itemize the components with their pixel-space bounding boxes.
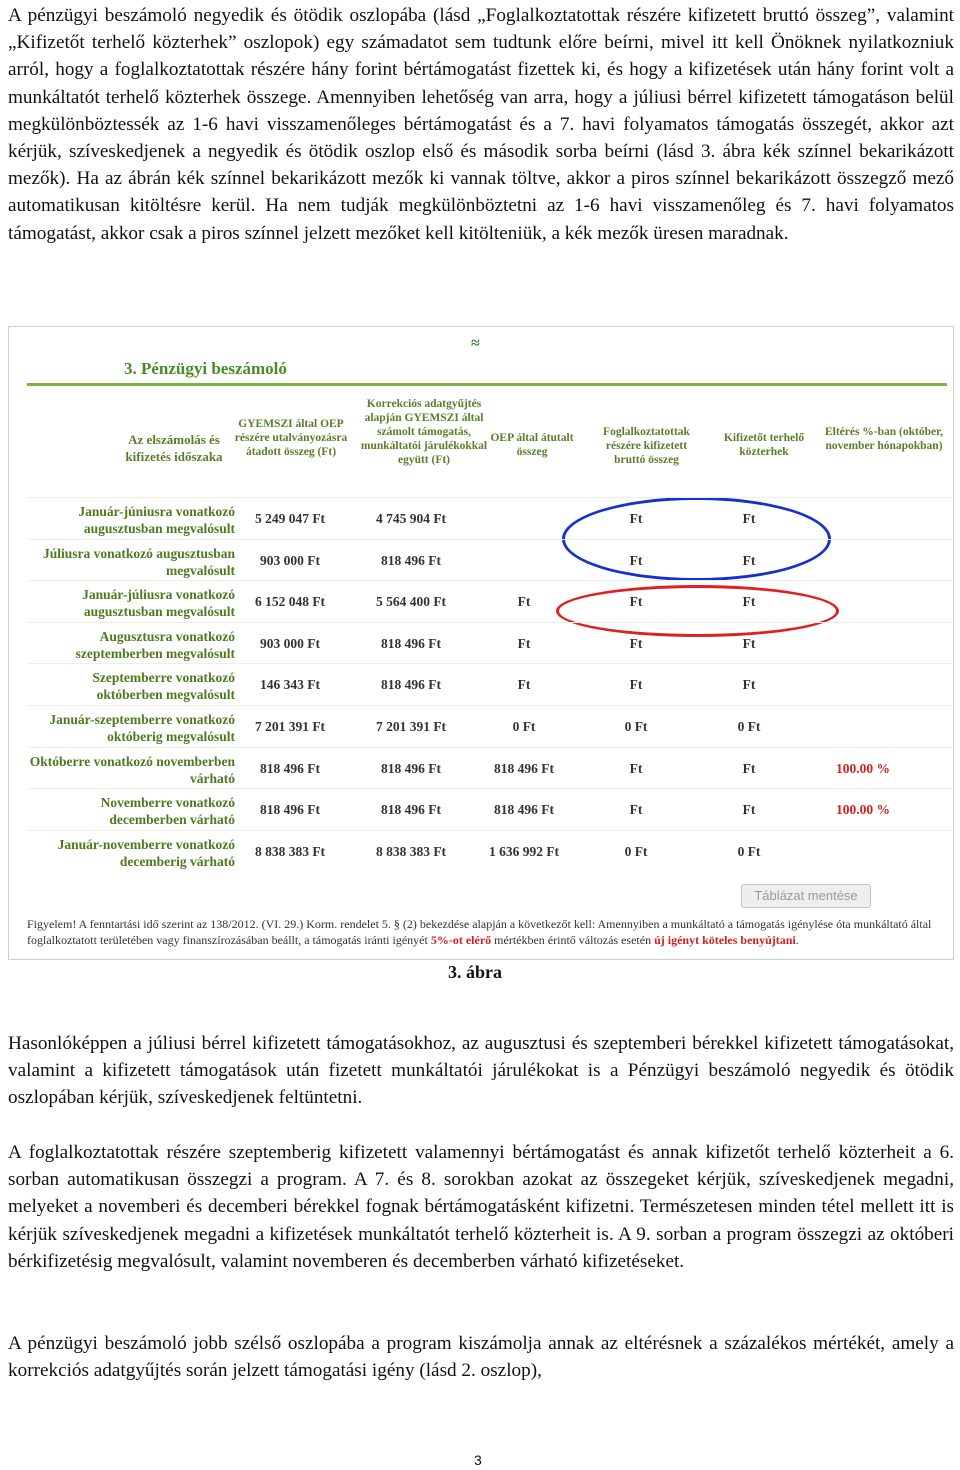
note-text-mid: mértékben érintő változás esetén	[494, 933, 652, 947]
cell-c5[interactable]: Ft	[742, 635, 756, 651]
cell-c4[interactable]: 0 Ft	[624, 719, 648, 734]
cell-c4[interactable]: 0 Ft	[624, 843, 648, 859]
cell-c1: 6 152 048 Ft	[254, 594, 326, 610]
row-separator	[27, 622, 952, 623]
cell-c5[interactable]: Ft	[742, 802, 756, 818]
cell-c1: 903 000 Ft	[260, 552, 320, 568]
cell-c6: 100.00 %	[836, 760, 890, 776]
cell-c1: 7 201 391 Ft	[254, 719, 326, 734]
row-label: Január-júliusra vonatkozó augusztusban megvalósult	[82, 587, 235, 620]
cell-c1: 818 496 Ft	[260, 760, 320, 776]
row-separator	[27, 788, 952, 789]
cell-c5[interactable]: Ft	[742, 760, 756, 776]
figure-caption: 3. ábra	[448, 962, 502, 982]
paragraph-3: A foglalkoztatottak részére szeptemberig kifizetett valamennyi bértámogatást és annak kifizetőt terhelő közterheit a 6. sorban automatikusan összegzi a program. A 7. és 8. sorokban azokat az összegeket kérjük, szíveskedjenek megadni, melyeket a novemberi és decemberi bérekkel fognak bértámogatásként kifizetni. Természetesen minden tétel mellett itt is kérjük szíveskedjenek megadni a kifizetések munkáltatót terhelő közterheit is. A 9. sorban a program összegzi az októberi bérkifizetésig megvalósult, valamint novemberen és decemberben várható kifizetéseket.	[8, 1142, 954, 1272]
row-label: Augusztusra vonatkozó szeptemberben megvalósult	[75, 628, 235, 661]
cell-c2: 8 838 383 Ft	[375, 843, 447, 859]
cell-c5[interactable]: Ft	[742, 594, 756, 610]
page-number: 3	[474, 1452, 482, 1468]
cell-c5[interactable]: Ft	[742, 552, 756, 568]
cell-c3: 1 636 992 Ft	[488, 843, 560, 859]
paragraph-1: A pénzügyi beszámoló negyedik és ötödik oszlopába (lásd „Foglalkoztatottak részére kifizetett bruttó összeg”, valamint „Kifizetőt terhelő közterhek” oszlopok) egy számadatot sem tudtunk előre beírni, mivel itt kell Önöknek nyilatkozniuk arról, hogy a foglalkoztatottak részére hány forint bértámogatást fizettek ki, és hogy a kifizetések után hány forint volt a munkáltatót terhelő közterhek összege. Amennyiben lehetőség van arra, hogy a júliusi bérrel kifizetett támogatáson belül megkülönböztessék az 1-6 havi visszamenőleges bértámogatást és a 7. havi folyamatos támogatás összegét, akkor azt kérjük, szíveskedjenek a negyedik és ötödik oszlop első és második sorba beírni (lásd 3. ábra kék színnel bekarikázott mezők). Ha az ábrán kék színnel bekarikázott mezők ki vannak töltve, akkor a piros színnel bekarikázott összegző mező automatikusan kitöltésre kerül. Ha nem tudják megkülönböztetni az 1-6 havi visszamenőleg és 7. havi folyamatos támogatást, akkor csak a piros színnel jelzett mezőket kell kitölteniük, a kék mezők üresen maradnak.	[8, 5, 954, 244]
cell-c3: 818 496 Ft	[494, 802, 554, 818]
cell-c4[interactable]: Ft	[629, 677, 643, 693]
cell-c6: 100.00 %	[836, 802, 890, 818]
note-highlight-new-claim: új igényt köteles benyújtani	[654, 933, 796, 947]
cell-c2: 818 496 Ft	[381, 802, 441, 818]
cell-c1: 146 343 Ft	[260, 677, 320, 693]
cell-c4[interactable]: Ft	[629, 552, 643, 568]
cell-c5[interactable]: Ft	[742, 677, 756, 693]
row-separator	[27, 830, 952, 831]
row-separator	[27, 663, 952, 664]
financial-report-screenshot	[8, 326, 954, 960]
header-col2: Korrekciós adatgyűjtés alapján GYEMSZI által számolt támogatás, munkáltatói járulékokkal együtt (Ft)	[360, 398, 488, 466]
row-separator	[27, 747, 952, 748]
title-underline	[27, 383, 947, 386]
paragraph-2: Hasonlóképpen a júliusi bérrel kifizetett támogatásokhoz, az augusztusi és szeptemberi bérekkel kifizetett támogatásokat, valamint a kifizetett támogatások után fizetett munkáltatói járulékokat is a Pénzügyi beszámoló negyedik és ötödik oszlopában kérjük, szíveskedjenek feltüntetni.	[8, 1033, 954, 1109]
cell-c2: 5 564 400 Ft	[375, 594, 447, 610]
cell-c3: 0 Ft	[512, 719, 536, 734]
cell-c3: Ft	[517, 594, 531, 610]
cell-c5[interactable]: Ft	[742, 511, 756, 526]
cell-c5[interactable]: 0 Ft	[737, 719, 761, 734]
cell-c4[interactable]: Ft	[629, 594, 643, 610]
row-label: Júliusra vonatkozó augusztusban megvalósult	[42, 545, 235, 578]
row-label: Októberre vonatkozó novemberben várható	[29, 753, 235, 786]
header-col6: Eltérés %-ban (október, november hónapokban)	[824, 426, 944, 452]
cell-c3: Ft	[517, 677, 531, 693]
cell-c2: 818 496 Ft	[381, 677, 441, 693]
note-text: Figyelem! A fenntartási idő szerint az 138/2012. (VI. 29.) Korm. rendelet 5. § (2) bekezdése alapján a következőt kell: Amennyiben a munkáltató a támogatás igénylése óta munkáltató által foglalkoztatott területében vagy finanszírozásában beállt, a támogatás iránti igényét	[27, 917, 932, 947]
cell-c1: 818 496 Ft	[260, 802, 320, 818]
red-circled-summary-field	[556, 585, 839, 637]
warning-note	[27, 916, 942, 948]
note-end: .	[795, 933, 799, 947]
cell-c1: 903 000 Ft	[260, 635, 320, 651]
cell-c4[interactable]: Ft	[629, 802, 643, 818]
cell-c5[interactable]: 0 Ft	[737, 843, 761, 859]
section-title: 3. Pénzügyi beszámoló	[124, 359, 287, 378]
header-period: Az elszámolás és kifizetés időszaka	[125, 432, 223, 464]
cell-c3: 818 496 Ft	[494, 760, 554, 776]
row-label: Szeptemberre vonatkozó októberben megvalósult	[92, 670, 235, 703]
cell-c4[interactable]: Ft	[629, 635, 643, 651]
cell-c2: 818 496 Ft	[381, 635, 441, 651]
row-separator	[27, 497, 952, 498]
cell-c2: 818 496 Ft	[381, 552, 441, 568]
cell-c3: Ft	[517, 635, 531, 651]
cell-c1: 8 838 383 Ft	[254, 843, 326, 859]
cell-c2: 4 745 904 Ft	[375, 511, 447, 526]
cell-c4[interactable]: Ft	[629, 511, 643, 526]
row-separator	[27, 580, 952, 581]
header-col3: OEP által átutalt összeg	[490, 432, 574, 458]
row-label: Január-novemberre vonatkozó decemberig várható	[57, 836, 235, 869]
row-label: Novemberre vonatkozó decemberben várható	[100, 795, 235, 828]
row-separator	[27, 705, 952, 706]
save-table-button[interactable]: Táblázat mentése	[741, 884, 871, 908]
collapse-toggle-icon[interactable]: ≈	[471, 335, 480, 352]
cell-c2: 7 201 391 Ft	[375, 719, 447, 734]
header-col1: GYEMSZI által OEP részére utalványozásra átadott összeg (Ft)	[234, 418, 348, 458]
row-label: Január-júniusra vonatkozó augusztusban megvalósult	[78, 504, 235, 536]
header-col5: Kifizetőt terhelő közterhek	[723, 432, 805, 458]
header-col4: Foglalkoztatottak részére kifizetett bruttó összeg	[603, 426, 690, 466]
note-highlight-threshold: 5%-ot elérő	[430, 933, 492, 947]
row-label: Január-szeptemberre vonatkozó októberig megvalósult	[49, 712, 235, 744]
cell-c2: 818 496 Ft	[381, 760, 441, 776]
paragraph-4: A pénzügyi beszámoló jobb szélső oszlopába a program kiszámolja annak az eltérésnek a százalékos mértékét, amely a korrekciós adatgyűjtés során jelzett támogatási igény (lásd 2. oszlop),	[8, 1333, 954, 1382]
cell-c4[interactable]: Ft	[629, 760, 643, 776]
row-separator	[27, 539, 952, 540]
cell-c1: 5 249 047 Ft	[254, 511, 326, 526]
